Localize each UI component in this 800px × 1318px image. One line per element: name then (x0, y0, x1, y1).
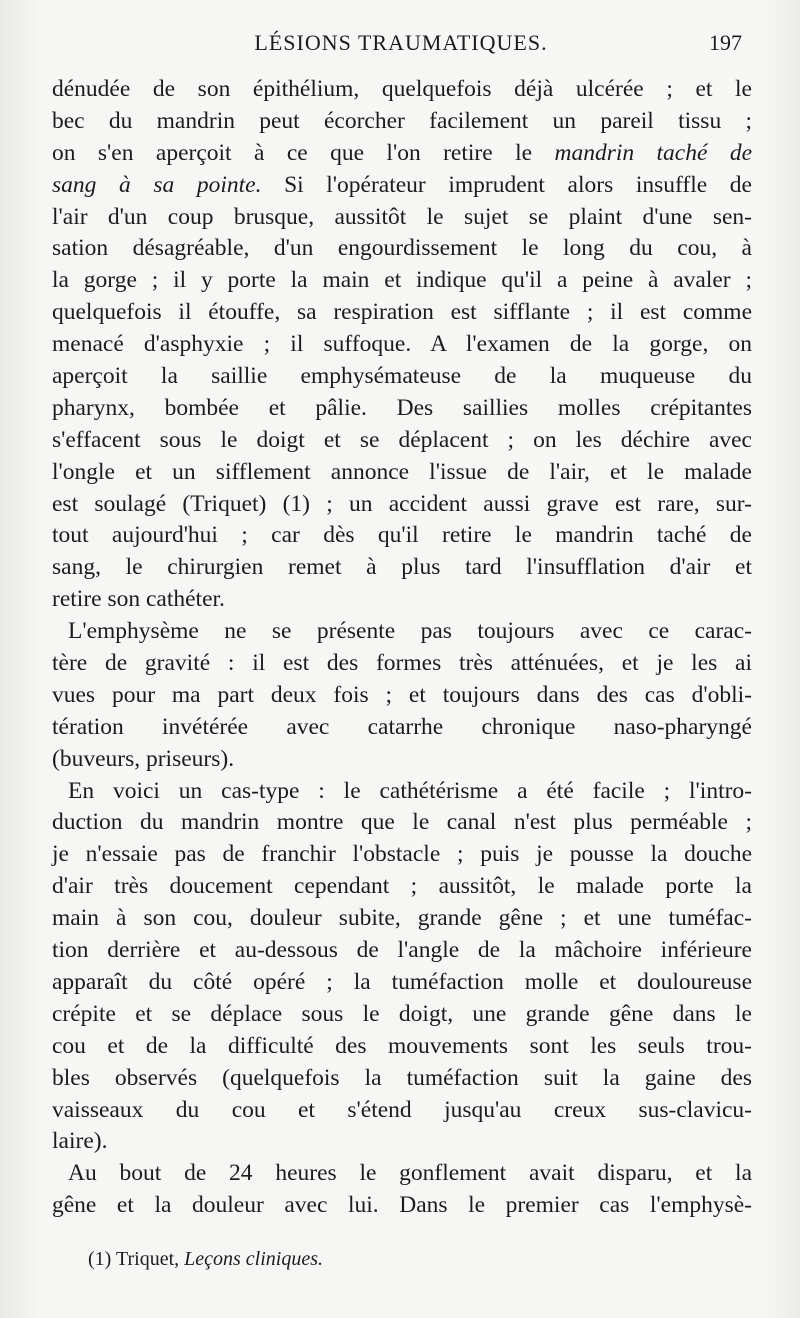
text-line-start: on s'en aperçoit à ce que l'on retire le (52, 139, 555, 166)
page-number: 197 (709, 30, 742, 55)
text-line: l'ongle et un sifflement annonce l'issue de l'air, et le malade (52, 458, 752, 485)
running-title: LÉSIONS TRAUMATIQUES. (254, 30, 548, 55)
footnote-marker: (1) (88, 1248, 112, 1270)
text-line: tout aujourd'hui ; car dès qu'il retire le mandrin taché de (52, 522, 752, 549)
text-line: d'air très doucement cependant ; aussitôt, le malade porte la (52, 873, 752, 900)
text-line: Au bout de 24 heures le gonflement avait disparu, et la (68, 1160, 752, 1187)
text-line: retire son cathéter. (52, 586, 225, 613)
text-line: l'air d'un coup brusque, aussitôt le sujet se plaint d'une sen- (52, 203, 752, 230)
text-line: crépite et se déplace sous le doigt, une grande gêne dans le (52, 1000, 752, 1027)
footnote-author: Triquet, (115, 1248, 180, 1270)
text-line (52, 170, 752, 202)
text-line: tération invétérée avec catarrhe chronique naso-pharyngé (52, 713, 752, 740)
text-line: gêne et la douleur avec lui. Dans le premier cas l'emphysè- (52, 1192, 752, 1219)
text-line: laire). (52, 1128, 108, 1155)
text-line: dénudée de son épithélium, quelquefois déjà ulcérée ; et le (52, 76, 752, 102)
text-line: sang, le chirurgien remet à plus tard l'insufflation d'air et (52, 554, 752, 581)
text-line: bles observés (quelquefois la tuméfaction suit la gaine des (52, 1064, 752, 1091)
text-line: s'effacent sous le doigt et se déplacent ; on les déchire avec (52, 426, 752, 453)
body-text (52, 74, 752, 1222)
text-line: la gorge ; il y porte la main et indique qu'il a peine à avaler ; (52, 267, 752, 294)
text-line: L'emphysème ne se présente pas toujours avec ce carac- (68, 618, 752, 645)
text-line: En voici un cas-type : le cathétérisme a été facile ; l'intro- (68, 777, 752, 804)
page-header (50, 30, 752, 66)
text-line: pharynx, bombée et pâlie. Des saillies molles crépitantes (52, 394, 752, 421)
italic-phrase: sang à sa pointe. (52, 171, 262, 198)
text-line: est soulagé (Triquet) (1) ; un accident aussi grave est rare, sur- (52, 490, 752, 517)
text-line: aperçoit la saillie emphysémateuse de la muqueuse du (52, 363, 752, 390)
footnote-title: Leçons cliniques. (184, 1248, 324, 1270)
text-line: bec du mandrin peut écorcher facilement un pareil tissu ; (52, 107, 752, 134)
text-line: main à son cou, douleur subite, grande gêne ; et une tuméfac- (52, 905, 752, 932)
text-line-end: Si l'opérateur imprudent alors insuffle de (261, 171, 752, 198)
text-line: vues pour ma part deux fois ; et toujours dans des cas d'obli- (52, 681, 752, 708)
text-line (52, 138, 752, 170)
text-line: vaisseaux du cou et s'étend jusqu'au creux sus-clavicu- (52, 1096, 752, 1123)
text-line: tère de gravité : il est des formes très atténuées, et je les ai (52, 650, 752, 677)
text-line: duction du mandrin montre que le canal n'est plus perméable ; (52, 809, 752, 836)
text-line: je n'essaie pas de franchir l'obstacle ; puis je pousse la douche (52, 841, 752, 868)
footnote (88, 1248, 323, 1271)
text-line: (buveurs, priseurs). (52, 745, 235, 772)
italic-phrase: mandrin taché de (554, 139, 753, 166)
text-line: cou et de la difficulté des mouvements sont les seuls trou- (52, 1032, 752, 1059)
text-line: quelquefois il étouffe, sa respiration est sifflante ; il est comme (52, 299, 752, 326)
text-line: sation désagréable, d'un engourdissement le long du cou, à (52, 235, 752, 262)
text-line: tion derrière et au-dessous de l'angle de la mâchoire inférieure (52, 937, 752, 964)
text-line: menacé d'asphyxie ; il suffoque. A l'examen de la gorge, on (52, 331, 752, 358)
text-line: apparaît du côté opéré ; la tuméfaction molle et douloureuse (52, 968, 752, 995)
